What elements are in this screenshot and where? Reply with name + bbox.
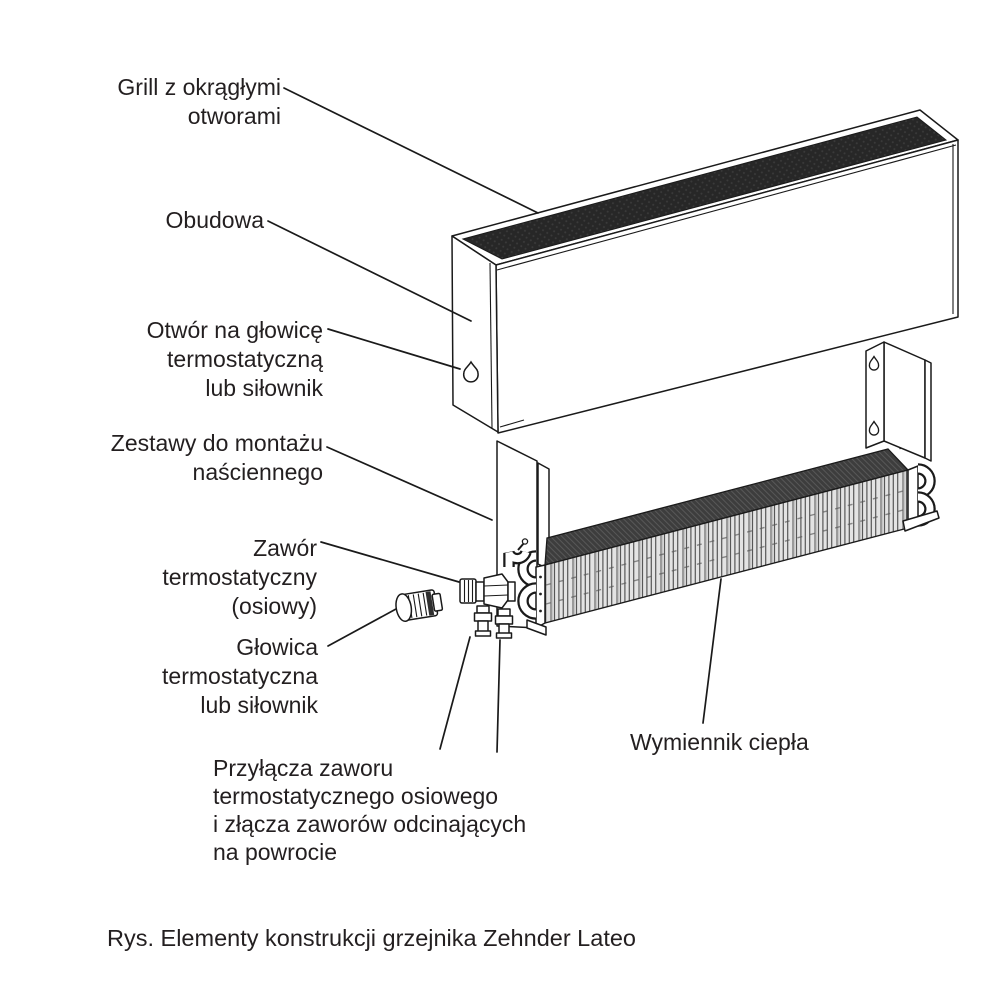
label-line: naściennego xyxy=(192,459,323,485)
end-plate-bolt xyxy=(539,593,542,596)
head-end-cap xyxy=(432,593,443,611)
leader-otwor xyxy=(328,329,460,369)
label-otwor xyxy=(147,316,323,403)
label-line: (osiowy) xyxy=(231,593,317,619)
label-przylacza xyxy=(213,754,526,866)
label-line: na powrocie xyxy=(213,839,338,865)
label-obudowa xyxy=(166,206,264,235)
thermostatic-head xyxy=(394,588,443,622)
label-line: lub siłownik xyxy=(205,375,323,401)
valve-collar-left xyxy=(476,582,484,601)
leader-glowica xyxy=(328,609,396,646)
label-line: termostatyczną xyxy=(167,346,323,372)
right-bracket-plate xyxy=(884,342,925,458)
leader-przylacza-1 xyxy=(440,637,470,749)
wall-bracket-right xyxy=(866,342,931,461)
label-grill xyxy=(117,73,281,131)
valve-tailpiece-left xyxy=(475,606,492,636)
leader-obudowa xyxy=(268,221,471,321)
leader-zestawy xyxy=(327,447,492,520)
valve-tailpiece-right xyxy=(496,609,513,638)
end-plate-bolt xyxy=(539,576,542,579)
label-line: Obudowa xyxy=(165,207,264,233)
return-bend-right xyxy=(918,469,930,493)
valve-hex-body xyxy=(484,574,508,608)
right-bracket-fold xyxy=(925,360,931,461)
end-plate-bolt xyxy=(539,610,542,613)
label-line: Przyłącza zaworu xyxy=(213,755,394,781)
valve-collar-right xyxy=(508,582,515,601)
label-line: Grill z okrągłymi xyxy=(117,74,281,100)
label-line: Głowica xyxy=(236,634,318,660)
leader-przylacza-2 xyxy=(497,640,500,752)
label-line: termostatycznego osiowego xyxy=(213,783,499,809)
label-zestawy xyxy=(111,429,323,487)
leader-zawor xyxy=(321,542,459,582)
label-line: Otwór na głowicę xyxy=(146,317,323,343)
label-glowica xyxy=(162,633,318,720)
bleed-pin-head xyxy=(522,539,527,544)
leader-grill xyxy=(284,88,538,213)
label-line: termostatyczny xyxy=(162,564,317,590)
label-line: otworami xyxy=(187,103,281,129)
label-line: Wymiennik ciepła xyxy=(630,729,809,755)
label-line: Zestawy do montażu xyxy=(110,430,323,456)
leader-wymiennik xyxy=(703,579,721,723)
figure-caption: Rys. Elementy konstrukcji grzejnika Zehnder Lateo xyxy=(107,925,636,951)
label-line: i złącza zaworów odcinających xyxy=(213,811,527,837)
label-line: termostatyczna xyxy=(162,663,318,689)
label-line: lub siłownik xyxy=(200,692,318,718)
heat-exchanger xyxy=(527,442,939,635)
label-wymiennik xyxy=(630,728,809,757)
exchanger-left-end-plate xyxy=(536,565,545,628)
label-line: Zawór xyxy=(253,535,317,561)
label-zawor xyxy=(162,534,317,621)
